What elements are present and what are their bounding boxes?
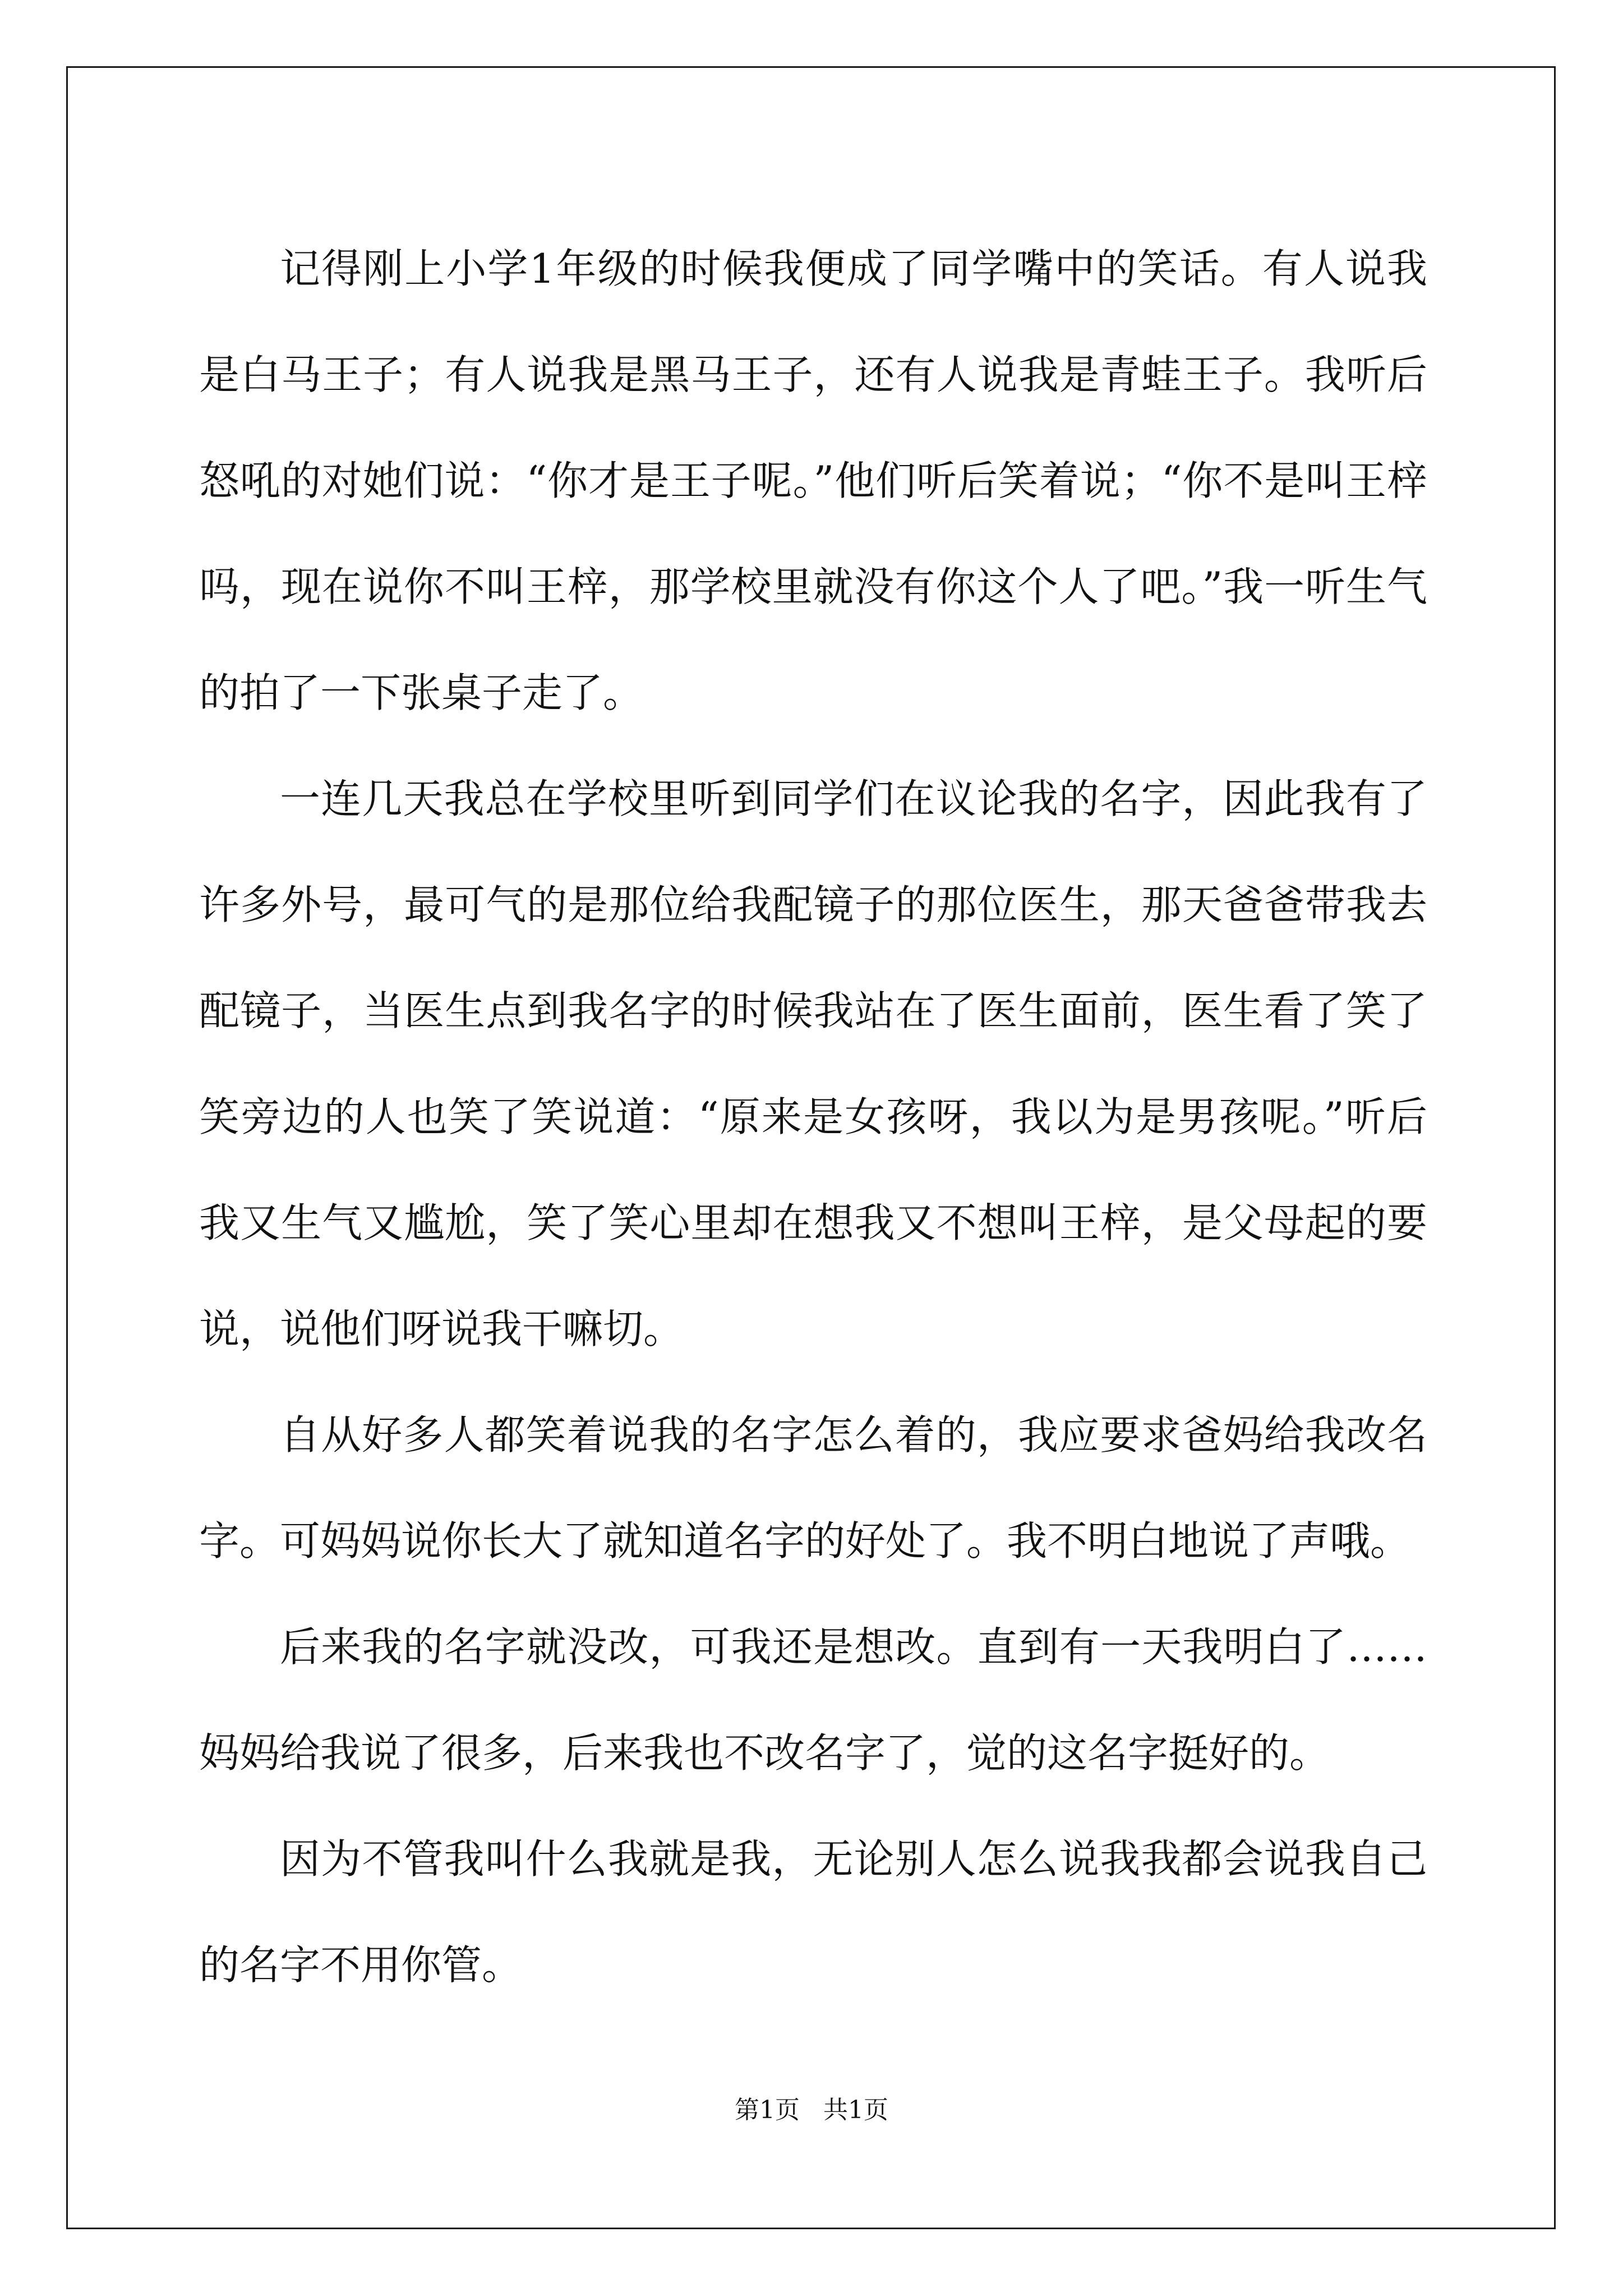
paragraph-3: 自从好多人都笑着说我的名字怎么着的，我应要求爸妈给我改名字。可妈妈说你长大了就知道名字的好处了。我不明白地说了声哦。: [199, 1411, 1427, 1565]
document-body: [199, 216, 1427, 2018]
page-footer: 第1页 共1页: [735, 2096, 888, 2124]
paragraph-4: 后来我的名字就没改，可我还是想改。直到有一天我明白了……妈妈给我说了很多，后来我也不改名字了，觉的这名字挺好的。: [199, 1623, 1427, 1777]
paragraph-5: 因为不管我叫什么我就是我，无论别人怎么说我我都会说我自己的名字不用你管。: [199, 1835, 1427, 1989]
paragraph-2: 一连几天我总在学校里听到同学们在议论我的名字，因此我有了许多外号，最可气的是那位给我配镜子的那位医生，那天爸爸带我去配镜子，当医生点到我名字的时候我站在了医生面前，医生看了笑了笑旁边的人也笑了笑说道：“原来是女孩呀，我以为是男孩呢。”听后我又生气又尴尬，笑了笑心里却在想我又不想叫王梓，是父母起的要说，说他们呀说我干嘛切。: [199, 775, 1427, 1352]
paragraph-1: 记得刚上小学1年级的时候我便成了同学嘴中的笑话。有人说我是白马王子；有人说我是黑马王子，还有人说我是青蛙王子。我听后怒吼的对她们说：“你才是王子呢。”他们听后笑着说；“你不是叫王梓吗，现在说你不叫王梓，那学校里就没有你这个人了吧。”我一听生气的拍了一下张桌子走了。: [199, 245, 1427, 716]
